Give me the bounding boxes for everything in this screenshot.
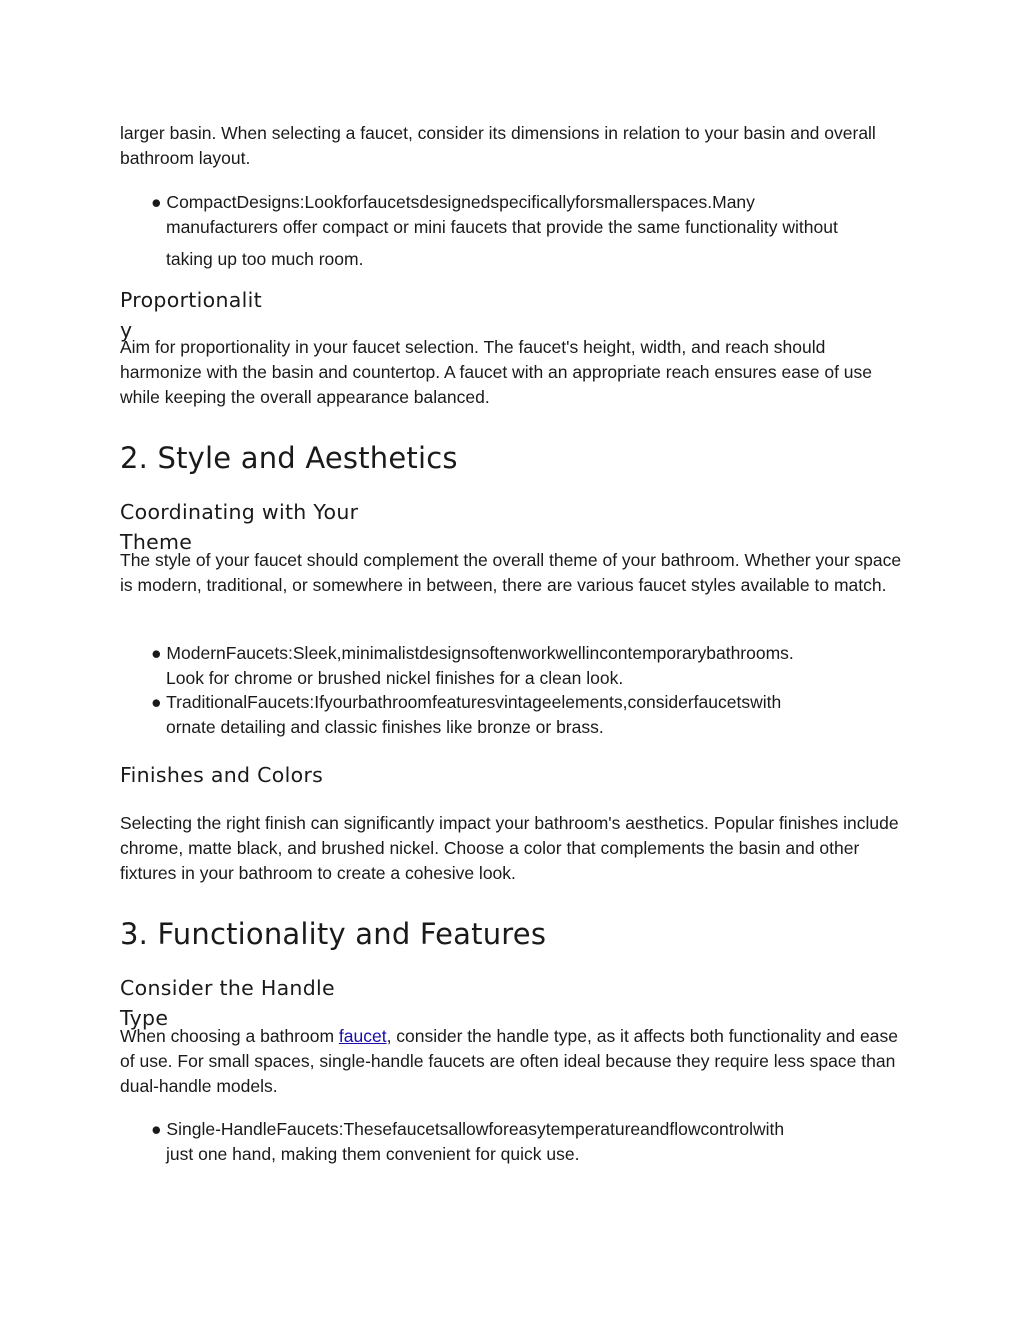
finishes-paragraph: Selecting the right finish can significantly impact your bathroom's aesthetics. Popular finishes include chrome, matte black, and brushed nickel. Choose a color that complements the basin and other fixtures in your bathroom to create a cohesive look.	[120, 813, 899, 883]
heading-handle-type: Consider the Handle Type	[120, 976, 335, 1030]
bullet-first-line: ● Single-HandleFaucets:Thesefaucetsallowforeasytemperatureandflowcontrolwith	[151, 1119, 785, 1139]
list-item-compact-designs	[151, 190, 896, 272]
bullet-continuation: just one hand, making them convenient for quick use.	[166, 1143, 580, 1164]
bullet-continuation: taking up too much room.	[166, 249, 364, 269]
faucet-link[interactable]: faucet	[338, 1026, 387, 1046]
bullet-continuation: manufacturers offer compact or mini faucets that provide the same functionality without	[166, 216, 838, 237]
intro-paragraph: larger basin. When selecting a faucet, consider its dimensions in relation to your basin and overall bathroom layout.	[120, 123, 876, 168]
heading-style-aesthetics: 2. Style and Aesthetics	[120, 441, 458, 475]
bullet-continuation: ornate detailing and classic finishes like bronze or brass.	[166, 716, 604, 737]
handle-paragraph-text: , consider the handle type, as it affects both functionality and ease of use. For small spaces, single-handle faucets are often ideal because they require less space than dual-handle models.	[120, 1026, 898, 1096]
list-item-traditional-faucets	[151, 690, 896, 739]
handle-paragraph-text: When choosing a bathroom	[120, 1026, 339, 1046]
list-item-single-handle	[151, 1117, 896, 1166]
proportionality-paragraph: Aim for proportionality in your faucet selection. The faucet's height, width, and reach should harmonize with the basin and countertop. A faucet with an appropriate reach ensures ease of use while keeping the overall appearance balanced.	[120, 337, 873, 407]
heading-coordinating-theme: Coordinating with Your Theme	[120, 500, 359, 554]
bullet-first-line: ● CompactDesigns:Lookforfaucetsdesignedspecificallyforsmallerspaces.Many	[151, 192, 755, 212]
theme-paragraph: The style of your faucet should complement the overall theme of your bathroom. Whether your space is modern, traditional, or somewhere in between, there are various faucet styles available to match.	[120, 550, 902, 595]
bullet-continuation: Look for chrome or brushed nickel finishes for a clean look.	[166, 667, 624, 688]
heading-finishes-colors: Finishes and Colors	[120, 763, 324, 787]
heading-functionality-features: 3. Functionality and Features	[120, 917, 547, 951]
heading-proportionality: Proportionality	[120, 288, 262, 342]
bullet-first-line: ● ModernFaucets:Sleek,minimalistdesignsoftenworkwellincontemporarybathrooms.	[151, 643, 794, 663]
list-item-modern-faucets	[151, 641, 896, 690]
bullet-first-line: ● TraditionalFaucets:Ifyourbathroomfeaturesvintageelements,considerfaucetswith	[151, 692, 782, 712]
handle-paragraph	[120, 1024, 910, 1099]
